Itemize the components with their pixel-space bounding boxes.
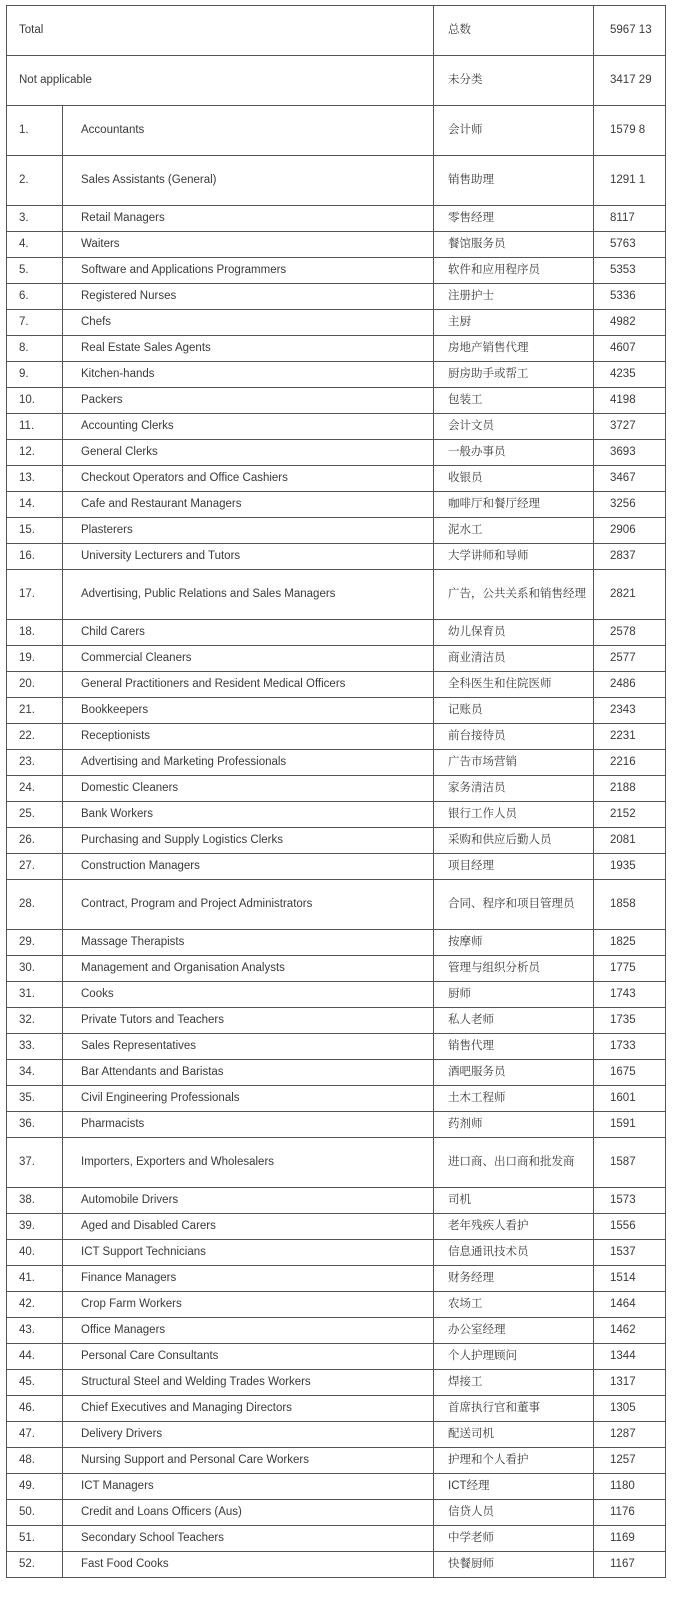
occupation-count: 1514 <box>594 1266 666 1292</box>
row-number: 21. <box>7 698 63 724</box>
occupation-count: 3693 <box>594 440 666 466</box>
occupation-count: 1167 <box>594 1552 666 1578</box>
occupation-count: 2837 <box>594 544 666 570</box>
row-number: 45. <box>7 1370 63 1396</box>
occupation-chinese: 财务经理 <box>434 1266 594 1292</box>
occupation-count: 5763 <box>594 232 666 258</box>
occupation-english: Cooks <box>63 982 434 1008</box>
occupation-count: 1344 <box>594 1344 666 1370</box>
row-number: 19. <box>7 646 63 672</box>
table-row <box>7 1500 666 1526</box>
row-number: 41. <box>7 1266 63 1292</box>
row-number: 39. <box>7 1214 63 1240</box>
occupation-chinese: 管理与组织分析员 <box>434 956 594 982</box>
occupation-count: 1735 <box>594 1008 666 1034</box>
row-number: 46. <box>7 1396 63 1422</box>
occupation-table <box>6 5 666 1578</box>
occupation-count: 1579 8 <box>594 106 666 156</box>
row-number: 50. <box>7 1500 63 1526</box>
occupation-count: 1257 <box>594 1448 666 1474</box>
occupation-table-container <box>6 5 666 1578</box>
occupation-english: Checkout Operators and Office Cashiers <box>63 466 434 492</box>
occupation-chinese: 农场工 <box>434 1292 594 1318</box>
row-number: 49. <box>7 1474 63 1500</box>
row-number: 24. <box>7 776 63 802</box>
occupation-chinese: 按摩师 <box>434 930 594 956</box>
occupation-count: 1291 1 <box>594 156 666 206</box>
occupation-chinese: 信息通讯技术员 <box>434 1240 594 1266</box>
occupation-chinese: 软件和应用程序员 <box>434 258 594 284</box>
occupation-english: Credit and Loans Officers (Aus) <box>63 1500 434 1526</box>
row-number: 52. <box>7 1552 63 1578</box>
row-number: 6. <box>7 284 63 310</box>
occupation-english: Packers <box>63 388 434 414</box>
row-number: 4. <box>7 232 63 258</box>
table-row <box>7 1422 666 1448</box>
occupation-chinese: 收银员 <box>434 466 594 492</box>
occupation-english: Registered Nurses <box>63 284 434 310</box>
total-value: 5967 13 <box>594 6 666 56</box>
occupation-chinese: 咖啡厅和餐厅经理 <box>434 492 594 518</box>
occupation-count: 1733 <box>594 1034 666 1060</box>
occupation-count: 2081 <box>594 828 666 854</box>
occupation-chinese: 销售助理 <box>434 156 594 206</box>
occupation-count: 8117 <box>594 206 666 232</box>
row-number: 12. <box>7 440 63 466</box>
occupation-english: University Lecturers and Tutors <box>63 544 434 570</box>
table-row <box>7 1266 666 1292</box>
occupation-count: 1587 <box>594 1138 666 1188</box>
occupation-english: Bookkeepers <box>63 698 434 724</box>
row-number: 36. <box>7 1112 63 1138</box>
table-row <box>7 1138 666 1188</box>
row-number: 16. <box>7 544 63 570</box>
table-row <box>7 232 666 258</box>
occupation-chinese: 泥水工 <box>434 518 594 544</box>
occupation-chinese: 私人老师 <box>434 1008 594 1034</box>
table-row <box>7 570 666 620</box>
occupation-chinese: 快餐厨师 <box>434 1552 594 1578</box>
table-row <box>7 310 666 336</box>
occupation-chinese: 酒吧服务员 <box>434 1060 594 1086</box>
occupation-english: Fast Food Cooks <box>63 1552 434 1578</box>
occupation-english: ICT Managers <box>63 1474 434 1500</box>
occupation-chinese: 销售代理 <box>434 1034 594 1060</box>
occupation-chinese: 银行工作人员 <box>434 802 594 828</box>
occupation-english: Private Tutors and Teachers <box>63 1008 434 1034</box>
occupation-english: Structural Steel and Welding Trades Workers <box>63 1370 434 1396</box>
occupation-english: Nursing Support and Personal Care Workers <box>63 1448 434 1474</box>
row-number: 42. <box>7 1292 63 1318</box>
occupation-english: Domestic Cleaners <box>63 776 434 802</box>
row-number: 3. <box>7 206 63 232</box>
occupation-chinese: 一般办事员 <box>434 440 594 466</box>
occupation-count: 2577 <box>594 646 666 672</box>
row-number: 47. <box>7 1422 63 1448</box>
row-number: 10. <box>7 388 63 414</box>
row-number: 7. <box>7 310 63 336</box>
not-applicable-value: 3417 29 <box>594 56 666 106</box>
occupation-chinese: 会计师 <box>434 106 594 156</box>
occupation-english: Personal Care Consultants <box>63 1344 434 1370</box>
occupation-count: 1591 <box>594 1112 666 1138</box>
table-row <box>7 492 666 518</box>
occupation-chinese: 厨师 <box>434 982 594 1008</box>
row-number: 32. <box>7 1008 63 1034</box>
occupation-english: Real Estate Sales Agents <box>63 336 434 362</box>
table-row <box>7 1034 666 1060</box>
row-number: 5. <box>7 258 63 284</box>
row-number: 48. <box>7 1448 63 1474</box>
total-row <box>7 6 666 56</box>
occupation-chinese: 药剂师 <box>434 1112 594 1138</box>
occupation-chinese: 采购和供应后勤人员 <box>434 828 594 854</box>
occupation-count: 1935 <box>594 854 666 880</box>
occupation-chinese: 全科医生和住院医师 <box>434 672 594 698</box>
table-row <box>7 1396 666 1422</box>
occupation-count: 4607 <box>594 336 666 362</box>
row-number: 40. <box>7 1240 63 1266</box>
occupation-chinese: 房地产销售代理 <box>434 336 594 362</box>
table-row <box>7 1318 666 1344</box>
row-number: 51. <box>7 1526 63 1552</box>
occupation-english: Management and Organisation Analysts <box>63 956 434 982</box>
occupation-chinese: 商业清洁员 <box>434 646 594 672</box>
occupation-chinese: 主厨 <box>434 310 594 336</box>
occupation-chinese: 大学讲师和导师 <box>434 544 594 570</box>
occupation-count: 1537 <box>594 1240 666 1266</box>
occupation-count: 1176 <box>594 1500 666 1526</box>
occupation-count: 5353 <box>594 258 666 284</box>
row-number: 17. <box>7 570 63 620</box>
table-row <box>7 414 666 440</box>
table-row <box>7 802 666 828</box>
table-row <box>7 854 666 880</box>
occupation-count: 2486 <box>594 672 666 698</box>
occupation-chinese: 中学老师 <box>434 1526 594 1552</box>
occupation-count: 1462 <box>594 1318 666 1344</box>
not-applicable-label: Not applicable <box>7 56 434 106</box>
table-row <box>7 698 666 724</box>
total-label: Total <box>7 6 434 56</box>
occupation-chinese: 幼儿保育员 <box>434 620 594 646</box>
occupation-english: Waiters <box>63 232 434 258</box>
row-number: 29. <box>7 930 63 956</box>
table-row <box>7 1112 666 1138</box>
row-number: 15. <box>7 518 63 544</box>
occupation-chinese: 首席执行官和董事 <box>434 1396 594 1422</box>
table-row <box>7 672 666 698</box>
occupation-count: 2821 <box>594 570 666 620</box>
table-row <box>7 336 666 362</box>
occupation-chinese: 厨房助手或帮工 <box>434 362 594 388</box>
occupation-count: 2152 <box>594 802 666 828</box>
occupation-english: Software and Applications Programmers <box>63 258 434 284</box>
occupation-english: Aged and Disabled Carers <box>63 1214 434 1240</box>
table-row <box>7 1292 666 1318</box>
occupation-count: 1287 <box>594 1422 666 1448</box>
occupation-count: 1573 <box>594 1188 666 1214</box>
table-row <box>7 750 666 776</box>
occupation-english: Massage Therapists <box>63 930 434 956</box>
occupation-english: Office Managers <box>63 1318 434 1344</box>
table-row <box>7 1008 666 1034</box>
table-row <box>7 362 666 388</box>
occupation-count: 4235 <box>594 362 666 388</box>
occupation-chinese: 餐馆服务员 <box>434 232 594 258</box>
occupation-count: 1825 <box>594 930 666 956</box>
occupation-count: 2578 <box>594 620 666 646</box>
occupation-count: 3256 <box>594 492 666 518</box>
occupation-chinese: 记账员 <box>434 698 594 724</box>
occupation-english: General Clerks <box>63 440 434 466</box>
occupation-english: Civil Engineering Professionals <box>63 1086 434 1112</box>
occupation-english: Accountants <box>63 106 434 156</box>
row-number: 18. <box>7 620 63 646</box>
occupation-english: Accounting Clerks <box>63 414 434 440</box>
row-number: 31. <box>7 982 63 1008</box>
occupation-chinese: 广告，公共关系和销售经理 <box>434 570 594 620</box>
occupation-count: 1317 <box>594 1370 666 1396</box>
occupation-count: 1743 <box>594 982 666 1008</box>
table-row <box>7 518 666 544</box>
occupation-chinese: 会计文员 <box>434 414 594 440</box>
occupation-chinese: 项目经理 <box>434 854 594 880</box>
table-row <box>7 1240 666 1266</box>
occupation-chinese: 焊接工 <box>434 1370 594 1396</box>
occupation-english: Chefs <box>63 310 434 336</box>
table-row <box>7 388 666 414</box>
occupation-chinese: 广告市场营销 <box>434 750 594 776</box>
occupation-chinese: 老年残疾人看护 <box>434 1214 594 1240</box>
row-number: 13. <box>7 466 63 492</box>
occupation-english: Delivery Drivers <box>63 1422 434 1448</box>
row-number: 28. <box>7 880 63 930</box>
occupation-count: 1775 <box>594 956 666 982</box>
row-number: 11. <box>7 414 63 440</box>
occupation-english: Crop Farm Workers <box>63 1292 434 1318</box>
occupation-chinese: ICT经理 <box>434 1474 594 1500</box>
table-row <box>7 1086 666 1112</box>
occupation-english: Construction Managers <box>63 854 434 880</box>
row-number: 35. <box>7 1086 63 1112</box>
occupation-english: Importers, Exporters and Wholesalers <box>63 1138 434 1188</box>
occupation-count: 3467 <box>594 466 666 492</box>
occupation-chinese: 包装工 <box>434 388 594 414</box>
table-row <box>7 156 666 206</box>
occupation-chinese: 家务清洁员 <box>434 776 594 802</box>
row-number: 43. <box>7 1318 63 1344</box>
table-row <box>7 828 666 854</box>
occupation-english: Retail Managers <box>63 206 434 232</box>
row-number: 37. <box>7 1138 63 1188</box>
occupation-chinese: 土木工程师 <box>434 1086 594 1112</box>
occupation-count: 4198 <box>594 388 666 414</box>
row-number: 8. <box>7 336 63 362</box>
row-number: 23. <box>7 750 63 776</box>
table-row <box>7 1474 666 1500</box>
row-number: 20. <box>7 672 63 698</box>
occupation-english: Automobile Drivers <box>63 1188 434 1214</box>
occupation-english: Chief Executives and Managing Directors <box>63 1396 434 1422</box>
table-row <box>7 1188 666 1214</box>
occupation-chinese: 司机 <box>434 1188 594 1214</box>
row-number: 14. <box>7 492 63 518</box>
row-number: 26. <box>7 828 63 854</box>
occupation-english: Plasterers <box>63 518 434 544</box>
row-number: 33. <box>7 1034 63 1060</box>
occupation-english: ICT Support Technicians <box>63 1240 434 1266</box>
occupation-count: 3727 <box>594 414 666 440</box>
occupation-english: Pharmacists <box>63 1112 434 1138</box>
occupation-count: 1556 <box>594 1214 666 1240</box>
table-row <box>7 440 666 466</box>
table-row <box>7 724 666 750</box>
row-number: 2. <box>7 156 63 206</box>
occupation-chinese: 个人护理顾问 <box>434 1344 594 1370</box>
occupation-english: Bank Workers <box>63 802 434 828</box>
table-row <box>7 1060 666 1086</box>
table-row <box>7 544 666 570</box>
table-row <box>7 646 666 672</box>
occupation-count: 1601 <box>594 1086 666 1112</box>
table-row <box>7 1214 666 1240</box>
occupation-english: Secondary School Teachers <box>63 1526 434 1552</box>
not-applicable-row <box>7 56 666 106</box>
total-label-chinese: 总数 <box>434 6 594 56</box>
occupation-count: 1180 <box>594 1474 666 1500</box>
occupation-english: Sales Representatives <box>63 1034 434 1060</box>
occupation-count: 1305 <box>594 1396 666 1422</box>
occupation-english: Bar Attendants and Baristas <box>63 1060 434 1086</box>
row-number: 38. <box>7 1188 63 1214</box>
occupation-count: 5336 <box>594 284 666 310</box>
table-row <box>7 206 666 232</box>
occupation-chinese: 护理和个人看护 <box>434 1448 594 1474</box>
occupation-count: 2216 <box>594 750 666 776</box>
row-number: 34. <box>7 1060 63 1086</box>
occupation-english: Finance Managers <box>63 1266 434 1292</box>
table-row <box>7 1526 666 1552</box>
occupation-count: 4982 <box>594 310 666 336</box>
occupation-count: 1169 <box>594 1526 666 1552</box>
table-row <box>7 284 666 310</box>
occupation-chinese: 零售经理 <box>434 206 594 232</box>
occupation-english: Purchasing and Supply Logistics Clerks <box>63 828 434 854</box>
occupation-chinese: 进口商、出口商和批发商 <box>434 1138 594 1188</box>
table-row <box>7 880 666 930</box>
occupation-count: 2231 <box>594 724 666 750</box>
table-row <box>7 258 666 284</box>
occupation-chinese: 前台接待员 <box>434 724 594 750</box>
occupation-table-body <box>7 6 666 1578</box>
occupation-english: Receptionists <box>63 724 434 750</box>
table-row <box>7 1552 666 1578</box>
occupation-count: 2906 <box>594 518 666 544</box>
occupation-count: 1464 <box>594 1292 666 1318</box>
occupation-english: Contract, Program and Project Administrators <box>63 880 434 930</box>
table-row <box>7 466 666 492</box>
table-row <box>7 620 666 646</box>
occupation-chinese: 注册护士 <box>434 284 594 310</box>
occupation-chinese: 办公室经理 <box>434 1318 594 1344</box>
row-number: 30. <box>7 956 63 982</box>
table-row <box>7 930 666 956</box>
row-number: 22. <box>7 724 63 750</box>
row-number: 9. <box>7 362 63 388</box>
occupation-chinese: 合同、程序和项目管理员 <box>434 880 594 930</box>
table-row <box>7 982 666 1008</box>
occupation-chinese: 配送司机 <box>434 1422 594 1448</box>
row-number: 44. <box>7 1344 63 1370</box>
occupation-english: General Practitioners and Resident Medical Officers <box>63 672 434 698</box>
occupation-english: Commercial Cleaners <box>63 646 434 672</box>
occupation-english: Child Carers <box>63 620 434 646</box>
occupation-english: Advertising, Public Relations and Sales Managers <box>63 570 434 620</box>
occupation-count: 1675 <box>594 1060 666 1086</box>
occupation-english: Advertising and Marketing Professionals <box>63 750 434 776</box>
occupation-count: 1858 <box>594 880 666 930</box>
table-row <box>7 776 666 802</box>
occupation-english: Sales Assistants (General) <box>63 156 434 206</box>
not-applicable-label-chinese: 未分类 <box>434 56 594 106</box>
occupation-english: Kitchen-hands <box>63 362 434 388</box>
table-row <box>7 1370 666 1396</box>
table-row <box>7 1344 666 1370</box>
row-number: 27. <box>7 854 63 880</box>
table-row <box>7 106 666 156</box>
occupation-count: 2343 <box>594 698 666 724</box>
occupation-count: 2188 <box>594 776 666 802</box>
occupation-english: Cafe and Restaurant Managers <box>63 492 434 518</box>
row-number: 1. <box>7 106 63 156</box>
occupation-chinese: 信贷人员 <box>434 1500 594 1526</box>
table-row <box>7 956 666 982</box>
row-number: 25. <box>7 802 63 828</box>
table-row <box>7 1448 666 1474</box>
